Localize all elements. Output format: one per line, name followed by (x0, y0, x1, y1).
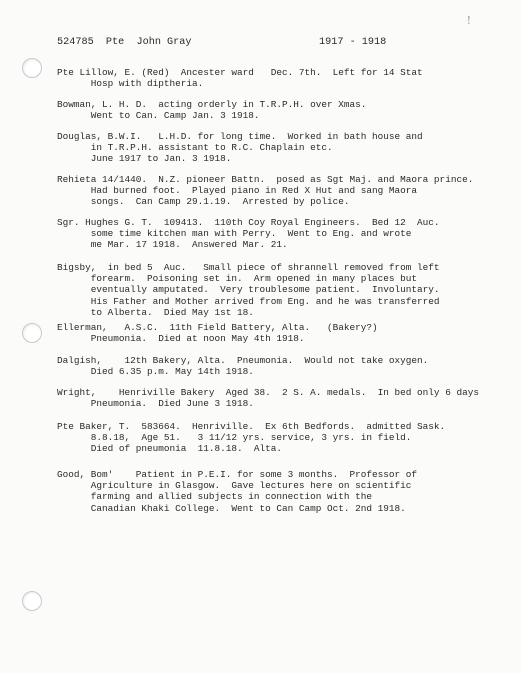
log-entry (57, 262, 487, 318)
entry-line: Sgr. Hughes G. T. 109413. 110th Coy Royal Engineers. Bed 12 Auc. (57, 217, 440, 228)
log-entry (57, 174, 487, 208)
entry-line: Good, Bom' Patient in P.E.I. for some 3 months. Professor of (57, 469, 418, 480)
log-entry (57, 355, 487, 377)
entry-line: Died 6.35 p.m. May 14th 1918. (57, 366, 254, 378)
log-entry (57, 67, 487, 89)
entry-line: eventually amputated. Very troublesome patient. Involuntary. (57, 284, 440, 296)
entry-line: Agriculture in Glasgow. Gave lectures here on scientific (57, 480, 412, 492)
entry-line: songs. Can Camp 29.1.19. Arrested by police. (57, 196, 350, 208)
log-entry (57, 99, 487, 121)
log-entry (57, 217, 487, 251)
entry-line: Canadian Khaki College. Went to Can Camp Oct. 2nd 1918. (57, 502, 406, 514)
entry-line: Died of pneumonia 11.8.18. Alta. (57, 443, 283, 455)
entry-line: His Father and Mother arrived from Eng. and he was transferred (57, 295, 440, 307)
entry-line: Pte Lillow, E. (Red) Ancester ward Dec. 7th. Left for 14 Stat (57, 67, 423, 78)
entry-line: Pneumonia. Died at noon May 4th 1918. (57, 333, 305, 345)
log-entry (57, 387, 487, 409)
entry-line: me Mar. 17 1918. Answered Mar. 21. (57, 239, 288, 251)
entry-line: farming and allied subjects in connection with the (57, 491, 373, 503)
entry-line: Ellerman, A.S.C. 11th Field Battery, Alta. (Bakery?) (57, 322, 378, 333)
punch-hole (22, 58, 42, 78)
entry-line: to Alberta. Died May 1st 18. (57, 306, 254, 318)
entry-line: Dalgish, 12th Bakery, Alta. Pneumonia. Would not take oxygen. (57, 355, 429, 366)
entry-line: some time kitchen man with Perry. Went to Eng. and wrote (57, 228, 412, 240)
entry-line: Bigsby, in bed 5 Auc. Small piece of shrannell removed from left (57, 262, 440, 273)
entry-line: Wright, Henriville Bakery Aged 38. 2 S. A. medals. In bed only 6 days (57, 387, 479, 398)
entry-line: Bowman, L. H. D. acting orderly in T.R.P.H. over Xmas. (57, 99, 367, 110)
entry-line: Pte Baker, T. 583664. Henriville. Ex 6th Bedfords. admitted Sask. (57, 421, 446, 432)
log-entry (57, 469, 487, 514)
punch-hole (22, 591, 42, 611)
year-range: 1917 - 1918 (319, 37, 387, 48)
log-entry (57, 131, 487, 165)
soldier-id-line: 524785 Pte John Gray (57, 37, 192, 48)
log-entry (57, 421, 487, 455)
entry-line: in T.R.P.H. assistant to R.C. Chaplain etc. (57, 142, 333, 154)
entry-line: 8.8.18, Age 51. 3 11/12 yrs. service, 3 yrs. in field. (57, 432, 412, 444)
entry-line: Douglas, B.W.I. L.H.D. for long time. Worked in bath house and (57, 131, 423, 142)
entry-line: June 1917 to Jan. 3 1918. (57, 153, 232, 165)
log-entry (57, 322, 487, 344)
entry-line: Hosp with diptheria. (57, 78, 204, 90)
entry-line: Rehieta 14/1440. N.Z. pioneer Battn. posed as Sgt Maj. and Maora prince. (57, 174, 474, 185)
punch-hole (22, 323, 42, 343)
entry-line: Went to Can. Camp Jan. 3 1918. (57, 110, 260, 122)
entry-line: Pneumonia. Died June 3 1918. (57, 398, 254, 410)
entry-line: Had burned foot. Played piano in Red X Hut and sang Maora (57, 185, 418, 197)
entry-line: forearm. Poisoning set in. Arm opened in many places but (57, 273, 418, 285)
corner-mark: ! (466, 14, 471, 27)
